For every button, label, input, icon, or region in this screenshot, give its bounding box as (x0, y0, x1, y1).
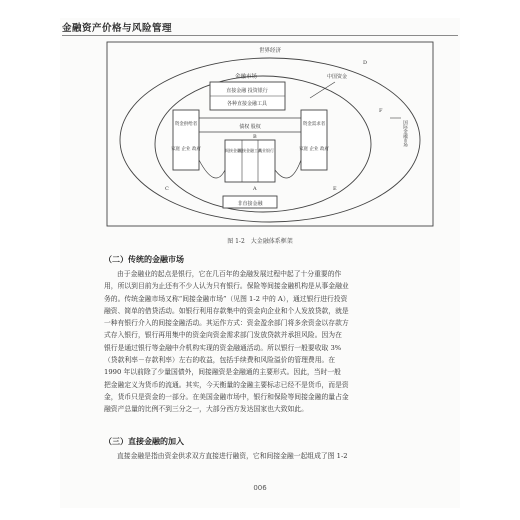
text-line: 式存入银行，银行再用集中的资金向资金需求部门发放贷款并承担风险。因为在 (104, 331, 342, 340)
letter-d: D (363, 60, 368, 66)
paragraph-direct-finance (104, 450, 420, 462)
right-sector-sub: 家庭 企业 政府 (299, 147, 329, 152)
right-sector-box (301, 110, 327, 170)
paragraph-traditional-market (104, 268, 420, 416)
text-line: 直接金融是指由资金供求双方直接进行融资，它和间接金融一起组成了图 1-2 (117, 452, 348, 460)
figure-caption: 图 1-2 大金融体系框架 (227, 238, 293, 245)
indirect-finance-label: 非直接金融 (237, 201, 263, 207)
letter-b: B (253, 134, 257, 140)
page-number: 006 (253, 484, 267, 492)
text-line: 融资产总量的比例不到三分之一，大部分西方发达国家也大致如此。 (104, 405, 308, 414)
letter-a: A (253, 186, 257, 192)
text-line: 一种有银行介入的间接金融活动。其运作方式：资金盈余部门将多余资金以存款方 (104, 319, 349, 328)
right-sector-label: 资金需求者 (302, 122, 326, 127)
text-line: 金，货币只是资金的一部分。在美国金融市场中，银行和保险等间接金融的量占金 (104, 392, 349, 401)
bank-label: 商业银行 (258, 148, 274, 153)
left-sector-label: 资金供给者 (174, 122, 198, 127)
text-line: 由于金融业的起点是银行，它在几百年的金融发展过程中起了十分重要的作 (117, 270, 342, 278)
text-line: 务的。传统金融市场又称“间接金融市场”（见图 1-2 中的 A），通过银行进行投资 (104, 294, 348, 303)
intermediary-label: 间接金融 (225, 148, 241, 153)
finance-market-label: 金融市场 (235, 74, 258, 80)
direct-row2: 各种直接金融工具 (226, 101, 268, 107)
debt-equity-label: 债权 股权 (239, 124, 261, 130)
right-indirect-flow (275, 160, 301, 178)
figure-diagram (105, 40, 435, 230)
intermediary-box (225, 140, 275, 182)
letter-c: C (165, 186, 169, 192)
text-line: 融资、简单的借贷活动。如银行利用存款集中的资金向企业和个人发放贷款，就是 (104, 306, 349, 315)
direct-row1: 直接金融 投资银行 (226, 88, 268, 94)
left-sector-box (173, 110, 199, 170)
text-line: 把金融定义为货币的流通。其实，今天衡量的金融主要标志已经不是货币，而是资 (104, 380, 349, 389)
text-line: 用，所以到目前为止还有不少人认为只有银行。保险等间接金融机构是从事金融业 (104, 282, 349, 291)
text-line: 1990 年以前除了少量国债外，间接融资是金融通的主要形式。因此，当时一般 (104, 368, 341, 377)
left-indirect-flow (199, 160, 225, 178)
section-heading-direct: （三）直接金融的加入 (104, 437, 184, 446)
china-finance-pointer (310, 82, 335, 98)
left-sector-sub: 家庭 企业 政府 (171, 147, 201, 152)
text-line: （贷款利率－存款利率）左右的收益，包括手续费和风险溢价的管理费用。在 (104, 356, 336, 365)
intl-finance-label: 国际金融市场 (402, 120, 408, 147)
intermediary-tools-label: 间接金融工具 (238, 148, 262, 153)
text-line: 银行是通过银行等金融中介机构实现的资金融通活动。所以银行一般要收取 3% (104, 343, 342, 352)
outer-label: 世界经济 (258, 48, 282, 54)
header-rule (62, 35, 458, 36)
running-head: 金融资产价格与风险管理 (62, 23, 173, 34)
letter-e: E (333, 186, 337, 192)
financial-system-diagram (105, 40, 435, 230)
section-heading-traditional: （二）传统的金融市场 (104, 255, 184, 264)
letter-f: F (379, 108, 383, 114)
china-finance-label: 中国资金 (327, 74, 348, 80)
